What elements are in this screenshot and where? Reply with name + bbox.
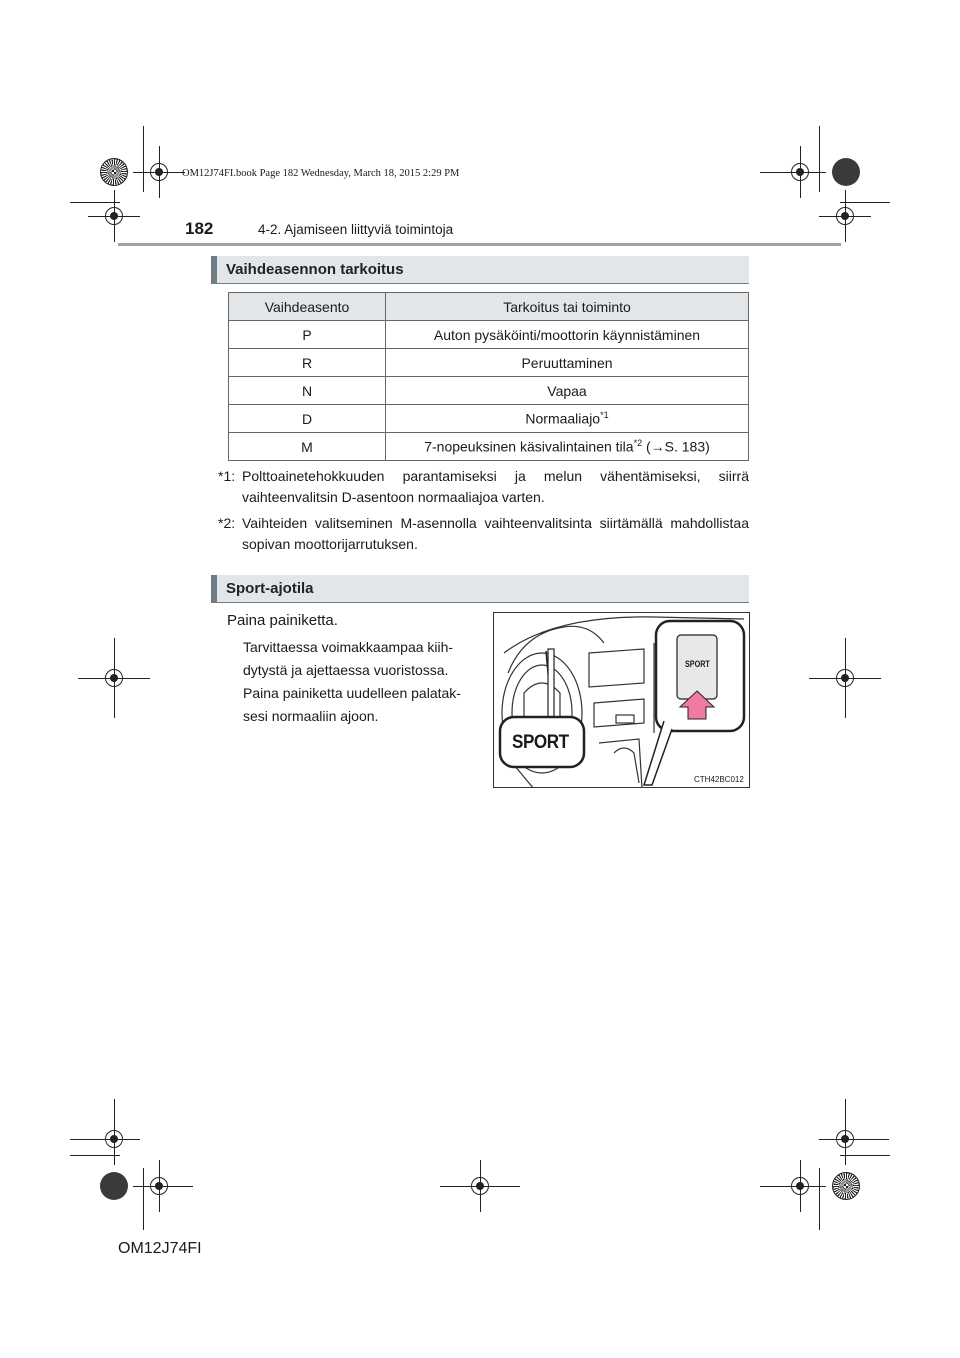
page-reference[interactable]: (→S. 183) bbox=[642, 438, 710, 455]
table-row bbox=[229, 377, 749, 405]
gear-position: R bbox=[229, 349, 386, 377]
footnote-text: Vaihteiden valitseminen M-asennolla vaihteenvalitsinta siirtämällä mahdollistaa sopivan moottorijarrutuksen. bbox=[242, 515, 749, 552]
sport-callout-label: SPORT bbox=[512, 732, 569, 753]
table-row bbox=[229, 433, 749, 461]
footnote-mark: *2: bbox=[218, 515, 236, 531]
footnote-ref: *1 bbox=[600, 410, 609, 421]
section-heading-sport-mode bbox=[211, 575, 749, 603]
table-row bbox=[229, 405, 749, 433]
description-text: Tarvittaessa voimakkaampaa kiih- dytystä ja ajettaessa vuoristossa. Paina painiketta uudelleen palatak- sesi normaaliin ajoon. bbox=[243, 639, 461, 724]
table-header-row bbox=[229, 293, 749, 321]
header-rule bbox=[118, 243, 841, 246]
gear-purpose: Normaaliajo$^{*1}$ bbox=[386, 405, 749, 433]
registration-burst-icon bbox=[832, 1172, 860, 1200]
gear-position: N bbox=[229, 377, 386, 405]
chapter-title: 4-2. Ajamiseen liittyviä toimintoja bbox=[258, 222, 454, 237]
registration-disk-icon bbox=[100, 1172, 128, 1200]
footnote-mark: *1: bbox=[218, 468, 236, 484]
registration-burst-icon bbox=[100, 158, 128, 186]
gear-purpose: Auton pysäköinti/moottorin käynnistäminen bbox=[386, 321, 749, 349]
gear-purpose: 7-nopeuksinen käsivalintainen tila$^{*2}$ (→S. 183) bbox=[386, 433, 749, 461]
gear-position: P bbox=[229, 321, 386, 349]
section-title: Vaihdeasennon tarkoitus bbox=[226, 261, 404, 278]
section-title: Sport-ajotila bbox=[226, 580, 314, 597]
gear-position: D bbox=[229, 405, 386, 433]
column-header: Tarkoitus tai toiminto bbox=[386, 293, 749, 321]
figure-code: CTH42BC012 bbox=[694, 775, 744, 784]
table-row bbox=[229, 321, 749, 349]
footnote-text: Polttoainetehokkuuden parantamiseksi ja melun vähentämiseksi, siirrä vaihteenvalitsin D-asentoon normaaliajoa varten. bbox=[242, 468, 749, 505]
gear-purpose: Vapaa bbox=[386, 377, 749, 405]
document-code: OM12J74FI bbox=[118, 1240, 202, 1257]
gear-position: M bbox=[229, 433, 386, 461]
instruction-text: Paina painiketta. bbox=[227, 612, 338, 629]
registration-disk-icon bbox=[832, 158, 860, 186]
page-number: 182 bbox=[185, 219, 214, 238]
sport-button-label: SPORT bbox=[685, 659, 710, 669]
section-heading-gear-purpose bbox=[211, 256, 749, 284]
table-row bbox=[229, 349, 749, 377]
book-info: OM12J74FI.book Page 182 Wednesday, March 18, 2015 2:29 PM bbox=[182, 168, 460, 179]
gear-table bbox=[228, 292, 749, 461]
footnote bbox=[218, 513, 749, 555]
column-header: Vaihdeasento bbox=[229, 293, 386, 321]
dashboard-drawing bbox=[494, 613, 750, 788]
sport-button-illustration bbox=[493, 612, 750, 788]
footnote-ref: *2 bbox=[633, 438, 643, 449]
gear-purpose: Peruuttaminen bbox=[386, 349, 749, 377]
footnote bbox=[218, 466, 749, 508]
